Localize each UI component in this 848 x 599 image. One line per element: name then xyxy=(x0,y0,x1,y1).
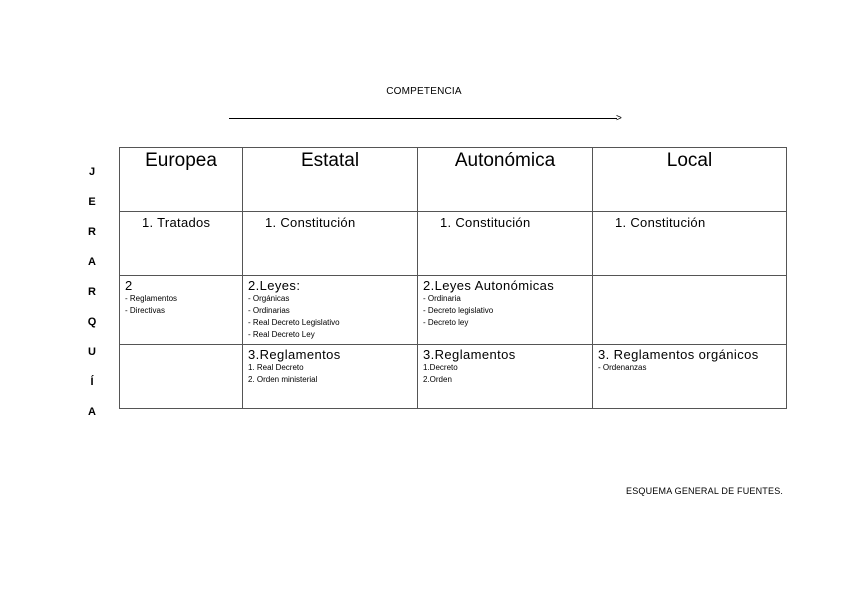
cell-list xyxy=(418,362,592,386)
column-header: Autonómica xyxy=(454,150,556,171)
cell-europea-1 xyxy=(120,212,243,276)
cell-autonomica-2 xyxy=(418,276,593,345)
column-header: Estatal xyxy=(300,150,360,171)
vertical-letter: A xyxy=(88,256,96,268)
vertical-letter: A xyxy=(88,406,96,418)
cell-heading: 3. Reglamentos orgánicos xyxy=(598,347,759,362)
cell-estatal-2 xyxy=(243,276,418,345)
arrow-head: > xyxy=(616,113,622,124)
vertical-letter: E xyxy=(88,196,96,208)
col-europea xyxy=(120,148,243,212)
cell-heading: 2 xyxy=(125,278,133,293)
list-item: 1. Real Decreto xyxy=(248,363,304,372)
vertical-letter: U xyxy=(88,346,96,358)
cell-text: 1. Constitución xyxy=(615,215,706,230)
list-item: 2.Orden xyxy=(423,375,452,384)
list-item: 2. Orden ministerial xyxy=(248,375,318,384)
row-level-3 xyxy=(120,345,787,409)
column-header: Local xyxy=(666,150,713,171)
list-item: 1.Decreto xyxy=(423,363,458,372)
vertical-letter: Q xyxy=(87,316,97,328)
cell-text: 1. Tratados xyxy=(142,215,211,230)
list-item: - Ordenanzas xyxy=(598,363,647,372)
jerarquia-vertical-label xyxy=(86,162,98,432)
cell-heading: 3.Reglamentos xyxy=(248,347,341,362)
row-level-2 xyxy=(120,276,787,345)
cell-estatal-3 xyxy=(243,345,418,409)
cell-heading: 2.Leyes Autonómicas xyxy=(423,278,555,293)
list-item: - Decreto ley xyxy=(423,318,469,327)
list-item: - Directivas xyxy=(125,306,166,315)
col-estatal xyxy=(243,148,418,212)
list-item: - Decreto legislativo xyxy=(423,306,494,315)
competencia-arrow xyxy=(229,113,622,124)
row-level-1 xyxy=(120,212,787,276)
cell-list xyxy=(120,293,242,317)
cell-europea-3 xyxy=(120,345,243,409)
cell-autonomica-1 xyxy=(418,212,593,276)
vertical-letter: R xyxy=(88,226,96,238)
header-row xyxy=(120,148,787,212)
list-item: - Real Decreto Ley xyxy=(248,330,315,339)
cell-text: 1. Constitución xyxy=(440,215,531,230)
cell-local-2 xyxy=(593,276,787,345)
list-item: - Real Decreto Legislativo xyxy=(248,318,340,327)
fuentes-table xyxy=(119,147,787,409)
list-item: - Ordinaria xyxy=(423,294,461,303)
cell-europea-2 xyxy=(120,276,243,345)
cell-estatal-1 xyxy=(243,212,418,276)
vertical-letter: Í xyxy=(90,376,94,388)
cell-text: 1. Constitución xyxy=(265,215,356,230)
list-item: - Ordinarias xyxy=(248,306,290,315)
list-item: - Orgánicas xyxy=(248,294,290,303)
competencia-title: COMPETENCIA xyxy=(386,86,462,97)
vertical-letter: R xyxy=(88,286,96,298)
column-header: Europea xyxy=(145,150,217,171)
col-autonomica xyxy=(418,148,593,212)
cell-list xyxy=(243,293,417,341)
cell-local-1 xyxy=(593,212,787,276)
list-item: - Reglamentos xyxy=(125,294,178,303)
footer-caption: ESQUEMA GENERAL DE FUENTES. xyxy=(626,486,784,496)
cell-heading: 2.Leyes: xyxy=(248,278,301,293)
cell-list xyxy=(593,362,786,374)
vertical-letter: J xyxy=(88,166,96,178)
col-local xyxy=(593,148,787,212)
cell-list xyxy=(243,362,417,386)
cell-local-3 xyxy=(593,345,787,409)
cell-list xyxy=(418,293,592,329)
arrow-line xyxy=(229,118,617,119)
cell-heading: 3.Reglamentos xyxy=(423,347,516,362)
cell-autonomica-3 xyxy=(418,345,593,409)
